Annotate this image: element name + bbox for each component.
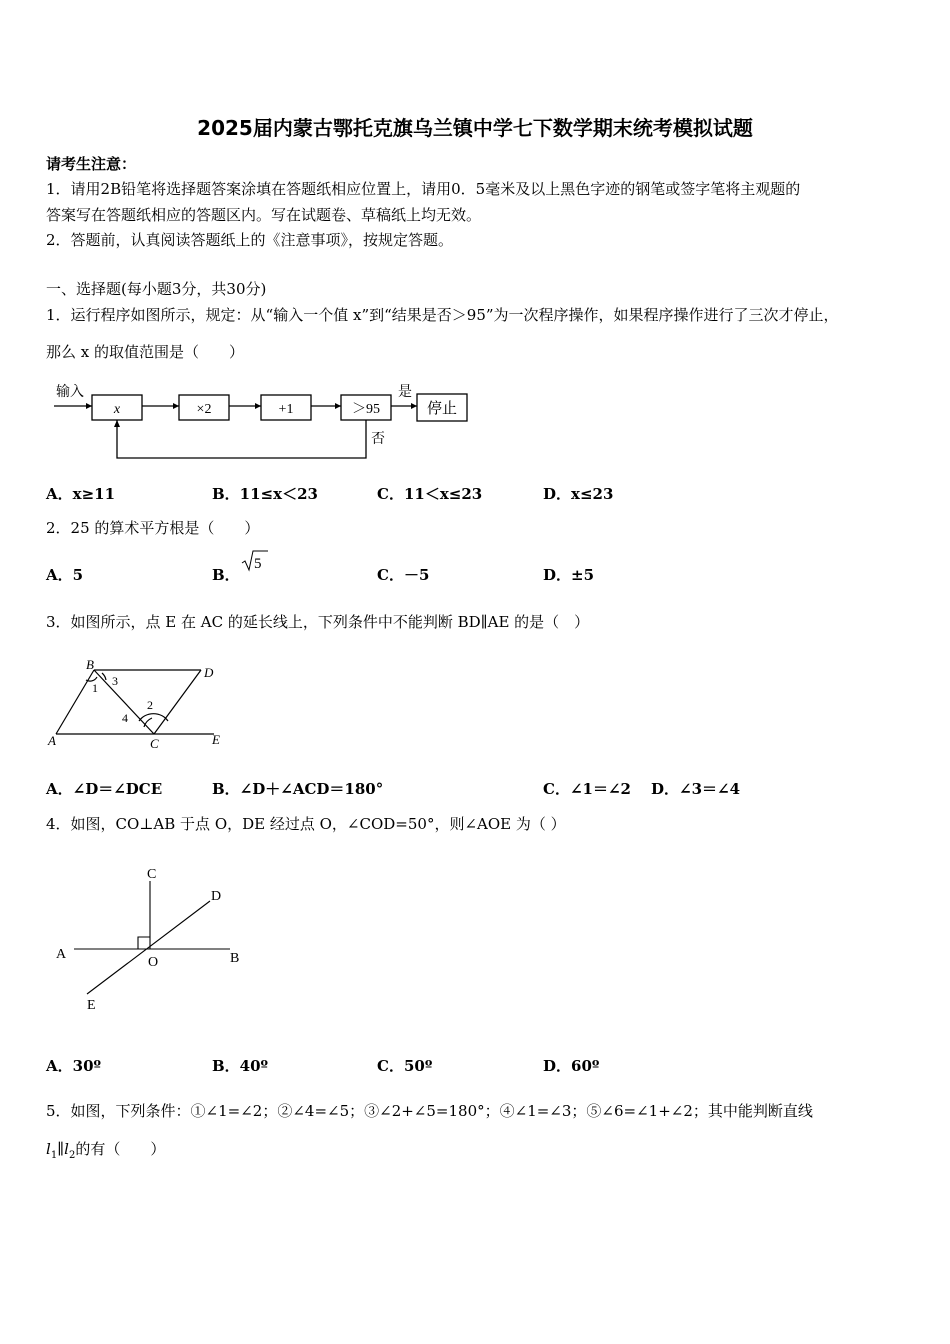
q2-option-d: D．±5: [543, 566, 595, 584]
q3-label-c: C: [150, 736, 159, 751]
q3-figure: [46, 655, 236, 755]
q1-option-c: C．11＜x≤23: [377, 485, 483, 503]
q5-stem-line2: [46, 1138, 165, 1161]
line-l2-sub: 2: [68, 1150, 76, 1161]
q1-stem-line1: 1．运行程序如图所示，规定：从“输入一个值 x”到“结果是否＞95”为一次程序操作，如果程序操作进行了三次才停止，: [46, 306, 839, 324]
flow-box-x: x: [113, 402, 121, 417]
q1-option-a: A．x≥11: [46, 485, 116, 503]
line-l1: l: [46, 1140, 51, 1158]
q2-sqrt-arg: 5: [254, 556, 262, 572]
flow-yes-label: 是: [398, 385, 412, 400]
q4-label-d: D: [211, 889, 222, 904]
notice-line-2: 答案写在答题纸相应的答题区内。写在试题卷、草稿纸上均无效。: [46, 206, 482, 224]
q4-label-a: A: [56, 947, 67, 962]
q5-stem-line1: 5．如图，下列条件：①∠1=∠2；②∠4=∠5；③∠2+∠5=180°；④∠1=∠3；⑤∠6=∠1+∠2；其中能判断直线: [46, 1102, 813, 1120]
q2-option-a: A．5: [46, 566, 84, 584]
q3-label-b: B: [86, 657, 94, 672]
q3-angle-4: 4: [122, 711, 128, 725]
q3-stem: 3．如图所示，点 E 在 AC 的延长线上，下列条件中不能判断 BD∥AE 的是（ ）: [46, 613, 590, 631]
flow-box-compare: ＞95: [352, 402, 380, 417]
q3-angle-1: 1: [92, 681, 98, 695]
q1-option-d: D．x≤23: [543, 485, 614, 503]
flow-no-label: 否: [371, 432, 385, 447]
parallel-symbol: ∥: [57, 1140, 65, 1158]
q4-option-a: A．30º: [46, 1057, 102, 1075]
q2-sqrt-5: [240, 548, 270, 576]
q1-stem-line2: 那么 x 的取值范围是（ ）: [46, 343, 244, 361]
q3-angle-2: 2: [147, 698, 153, 712]
q3-label-e: E: [212, 732, 220, 747]
q4-label-c: C: [147, 867, 157, 882]
notice-line-1: 1．请用2B铅笔将选择题答案涂填在答题纸相应位置上，请用0．5毫米及以上黑色字迹的钢笔或签字笔将主观题的: [46, 180, 801, 198]
flow-box-times2: ×2: [196, 402, 212, 417]
q4-option-c: C．50º: [377, 1057, 433, 1075]
line-l2: l: [64, 1140, 69, 1158]
q1-flowchart: [46, 376, 476, 466]
line-l1-sub: 1: [50, 1150, 58, 1161]
q3-option-a: A．∠D＝∠DCE: [46, 780, 163, 798]
q3-angle-3: 3: [112, 674, 118, 688]
q3-option-b: B．∠D＋∠ACD＝180°: [212, 780, 384, 798]
q4-label-e: E: [87, 998, 96, 1013]
flow-input-label: 输入: [56, 385, 84, 400]
q4-label-o: O: [148, 955, 159, 970]
q3-label-a: A: [48, 733, 56, 748]
q3-label-d: D: [204, 665, 214, 680]
q1-option-b: B．11≤x＜23: [212, 485, 318, 503]
q2-stem: 2．25 的算术平方根是（ ）: [46, 519, 260, 537]
q2-option-c: C．－5: [377, 566, 430, 584]
notice-line-3: 2．答题前，认真阅读答题纸上的《注意事项》，按规定答题。: [46, 231, 454, 249]
q3-option-c: C．∠1＝∠2: [543, 780, 631, 798]
page-title: 2025届内蒙古鄂托克旗乌兰镇中学七下数学期末统考模拟试题: [197, 116, 753, 140]
q4-figure: [46, 858, 256, 1018]
q4-option-d: D．60º: [543, 1057, 600, 1075]
notice-heading: 请考生注意：: [46, 155, 137, 173]
q2-option-b: B．: [212, 566, 240, 584]
q4-option-b: B．40º: [212, 1057, 269, 1075]
flow-box-plus1: +1: [278, 402, 294, 417]
flow-stop-box: 停止: [426, 401, 458, 417]
q3-option-d: D．∠3＝∠4: [651, 780, 741, 798]
section-heading: 一、选择题(每小题3分，共30分): [46, 280, 267, 298]
q4-label-b: B: [230, 951, 240, 966]
q5-stem-tail: 的有（ ）: [75, 1140, 166, 1158]
q4-stem: 4．如图，CO⊥AB 于点 O，DE 经过点 O，∠COD=50°，则∠AOE 为（ ）: [46, 815, 566, 833]
